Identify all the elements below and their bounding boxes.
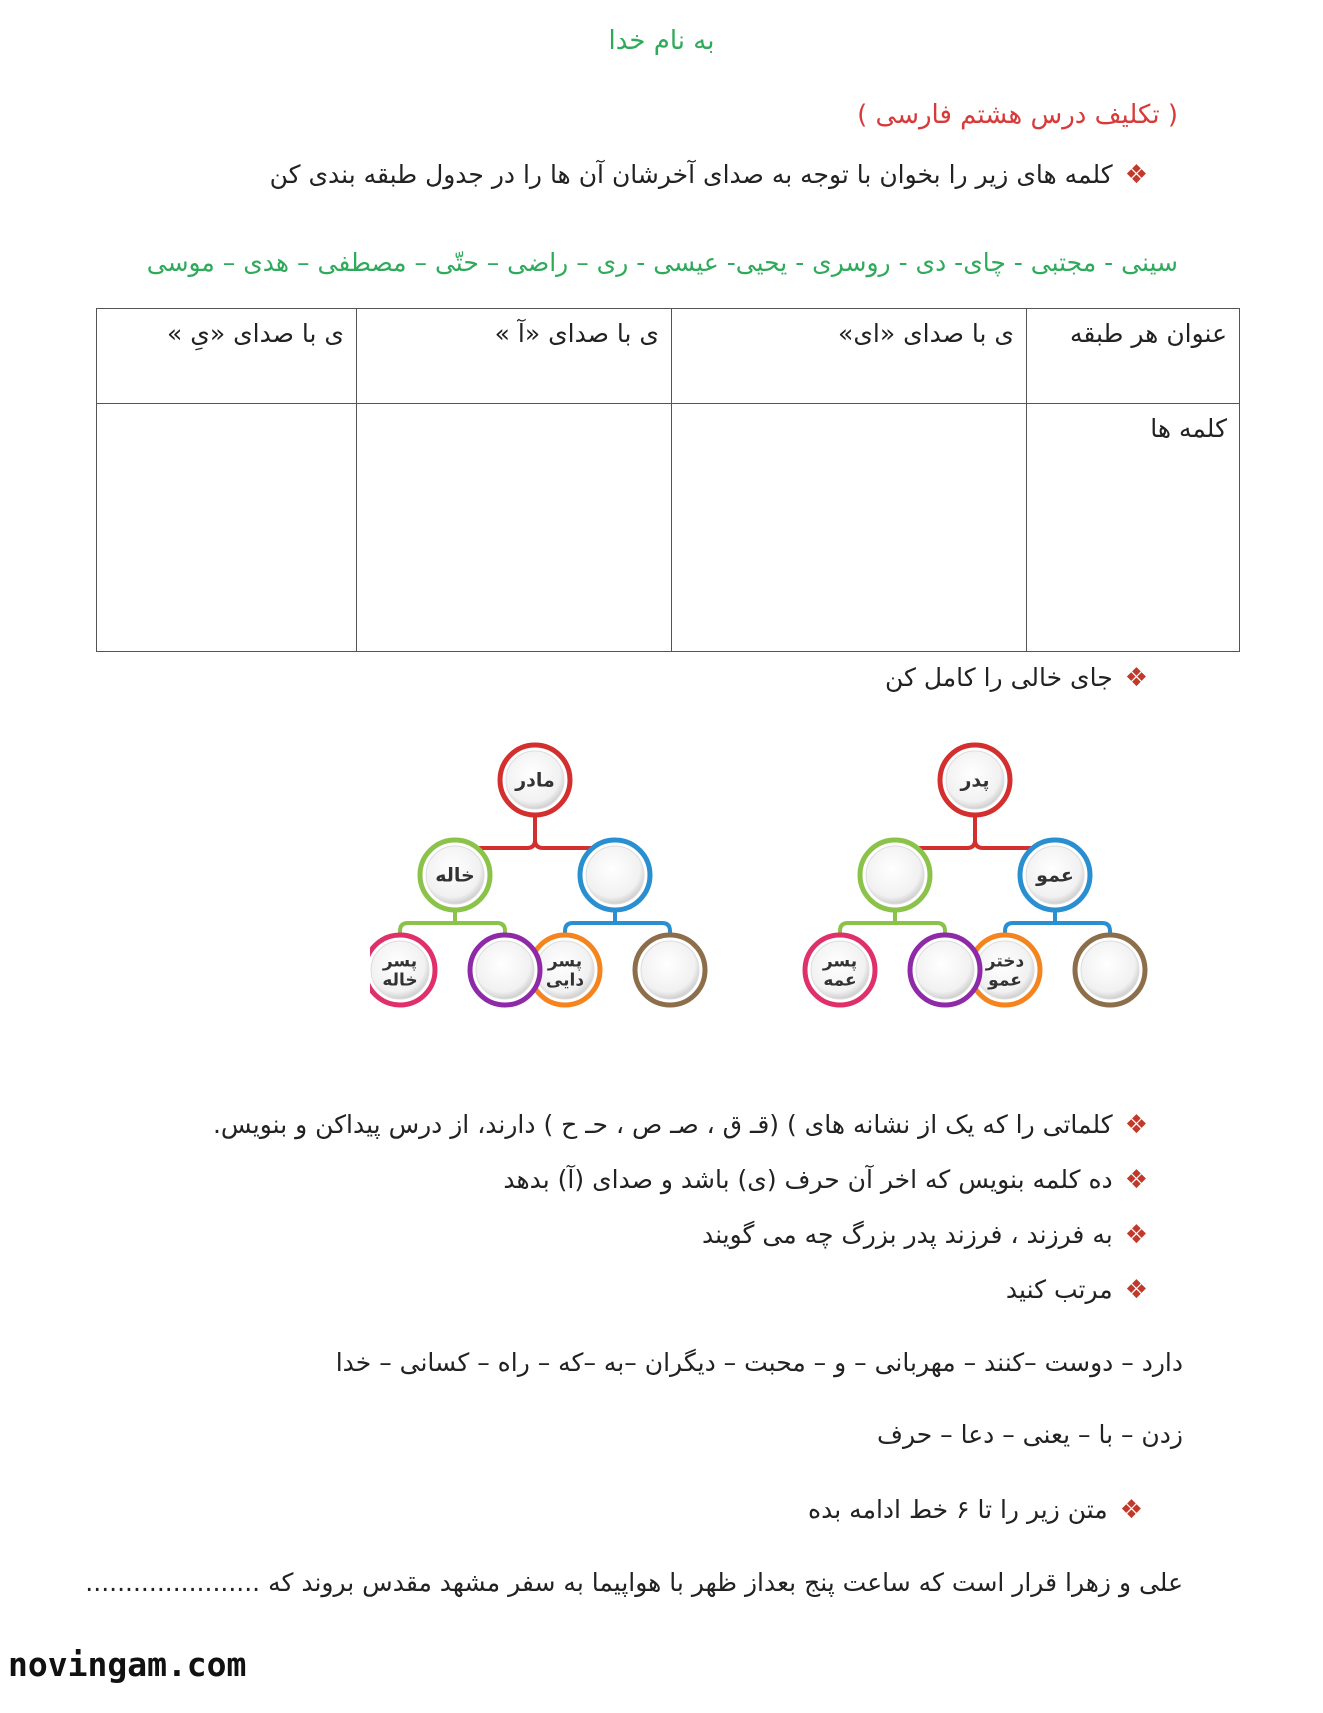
node-label: عمو <box>1036 864 1074 887</box>
table-header-category: عنوان هر طبقه <box>1027 309 1240 404</box>
tree-child-node[interactable] <box>860 840 930 910</box>
node-label: دختر <box>985 951 1025 972</box>
instruction-text: کلمه های زیر را بخوان با توجه به صدای آخرشان آن ها را در جدول طبقه بندی کن <box>269 160 1113 189</box>
bullet-icon: ❖ <box>1124 1275 1148 1305</box>
tree-child-node <box>420 840 490 910</box>
scramble-line: زدن – با – یعنی – دعا – حرف <box>877 1420 1183 1449</box>
table-header-row <box>97 309 1240 404</box>
node-label: خاله <box>435 864 475 887</box>
bullet-icon: ❖ <box>1124 1110 1148 1140</box>
table-row <box>97 404 1240 652</box>
task-item <box>503 1165 1148 1195</box>
node-label: پدر <box>960 769 990 792</box>
task-text: متن زیر را تا ۶ خط ادامه بده <box>808 1495 1108 1524</box>
task-item <box>702 1220 1148 1250</box>
node-label: پسر <box>822 951 858 972</box>
task-text: مرتب کنید <box>1005 1275 1113 1304</box>
bullet-icon: ❖ <box>1124 1165 1148 1195</box>
node-label: پسر <box>382 951 418 972</box>
task-item <box>213 1110 1148 1140</box>
tree-root-node <box>500 745 570 815</box>
assignment-title: ( تکلیف درس هشتم فارسی ) <box>857 100 1178 130</box>
tree-grandchild-node <box>805 935 875 1005</box>
node-label: پسر <box>547 951 583 972</box>
tree-grandchild-node[interactable] <box>910 935 980 1005</box>
family-tree-mother <box>370 745 705 1005</box>
family-tree-diagram <box>370 740 1200 1020</box>
bullet-icon: ❖ <box>1119 1495 1143 1525</box>
node-label: خاله <box>382 970 418 991</box>
answer-cell-ee[interactable] <box>672 404 1027 652</box>
page-heading: به نام خدا <box>608 26 715 56</box>
tree-grandchild-node <box>370 935 435 1005</box>
instruction-text: جای خالی را کامل کن <box>884 663 1113 692</box>
story-starter: علی و زهرا قرار است که ساعت پنج بعداز ظهر با هواپیما به سفر مشهد مقدس بروند که ...................... <box>85 1568 1183 1597</box>
site-logo: novingam.com <box>8 1645 247 1684</box>
answer-cell-ye[interactable] <box>97 404 357 652</box>
table-header-aa-sound: ی با صدای «آ » <box>357 309 672 404</box>
node-label: مادر <box>515 769 555 792</box>
tree-grandchild-node[interactable] <box>635 935 705 1005</box>
scramble-line: دارد – دوست –کنند – مهربانی – و – محبت – دیگران –به –که – راه – کسانی – خدا <box>335 1348 1183 1377</box>
bullet-icon: ❖ <box>1124 663 1148 693</box>
node-label: دایی <box>545 970 585 991</box>
instruction-fill-blank <box>885 663 1148 693</box>
bullet-icon: ❖ <box>1124 160 1148 190</box>
answer-cell-aa[interactable] <box>357 404 672 652</box>
bullet-icon: ❖ <box>1124 1220 1148 1250</box>
task-text: به فرزند ، فرزند پدر بزرگ چه می گویند <box>702 1220 1113 1249</box>
table-row-label: کلمه ها <box>1027 404 1240 652</box>
tree-child-node <box>1020 840 1090 910</box>
table-header-ee-sound: ی با صدای «ای» <box>672 309 1027 404</box>
tree-root-node <box>940 745 1010 815</box>
task-item <box>1006 1275 1148 1305</box>
node-label: عمو <box>988 970 1022 991</box>
node-label: عمه <box>823 970 857 991</box>
table-header-ye-sound: ی با صدای «یِ » <box>97 309 357 404</box>
classification-table <box>96 308 1240 652</box>
instruction-classify <box>270 160 1148 190</box>
tree-grandchild-node[interactable] <box>470 935 540 1005</box>
family-tree-father <box>805 745 1145 1005</box>
task-text: کلماتی را که یک از نشانه های ) (قـ ق ، صـ ص ، حـ ح ) دارند، از درس پیداکن و بنویس. <box>212 1110 1113 1139</box>
word-list: سینی - مجتبی - چای- دی - روسری - یحیی- عیسی - ری – راضی – حتّی – مصطفی – هدی – موسی <box>146 248 1178 277</box>
tree-grandchild-node[interactable] <box>1075 935 1145 1005</box>
task-text: ده کلمه بنویس که اخر آن حرف (ی) باشد و صدای (آ) بدهد <box>503 1165 1113 1194</box>
task-continue <box>808 1495 1143 1525</box>
tree-child-node[interactable] <box>580 840 650 910</box>
